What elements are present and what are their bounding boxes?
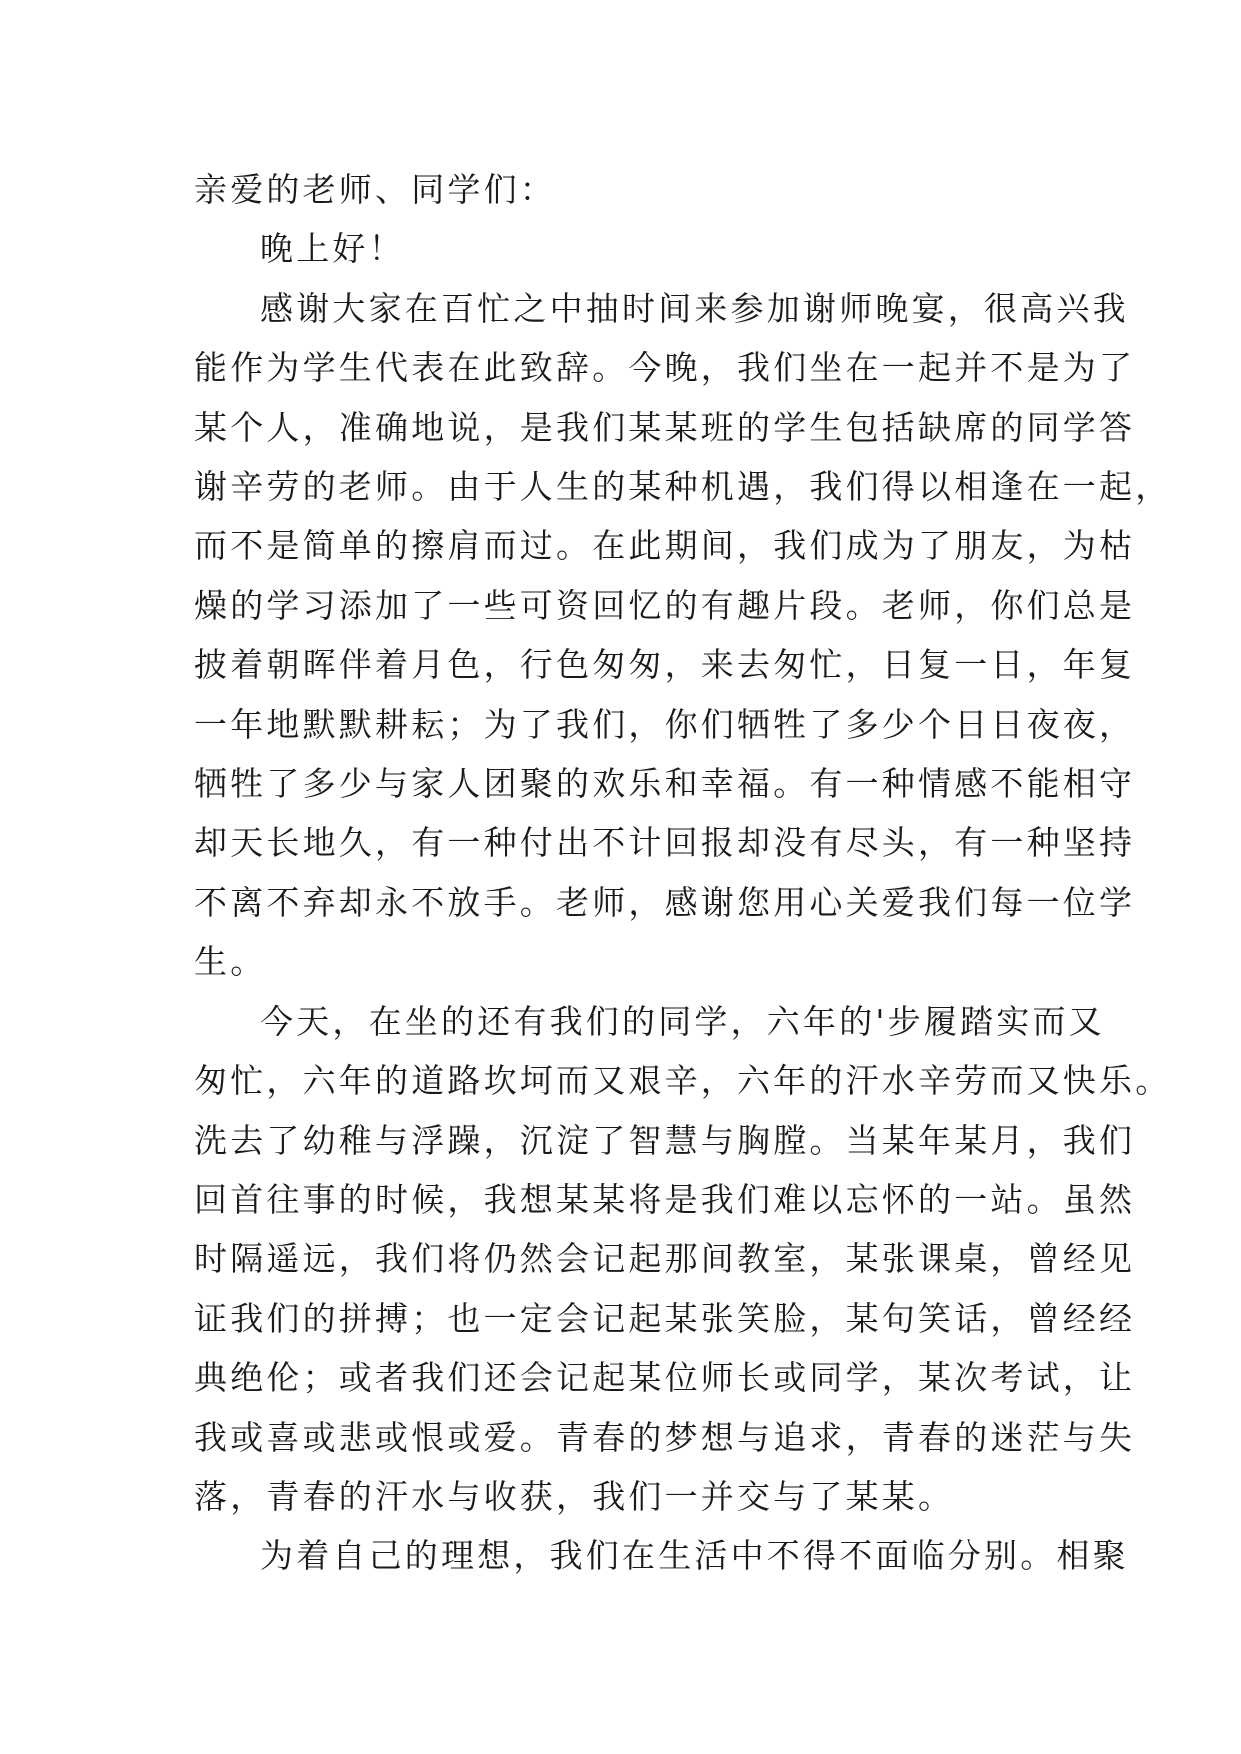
speech-text — [194, 160, 1172, 1586]
paragraph-1-line-8: 一年地默默耕耘；为了我们，你们牺牲了多少个日日夜夜， — [194, 704, 1136, 744]
paragraph-1-line-12: 生。 — [194, 942, 267, 982]
paragraph-2-line-4: 回首往事的时候，我想某某将是我们难以忘怀的一站。虽然 — [194, 1179, 1136, 1219]
greeting-line: 亲爱的老师、同学们： — [194, 170, 556, 209]
paragraph-2-line-7: 典绝伦；或者我们还会记起某位师长或同学，某次考试，让 — [194, 1358, 1136, 1398]
paragraph-1-line-3: 某个人，准确地说，是我们某某班的学生包括缺席的同学答 — [194, 407, 1136, 447]
paragraph-2-line-6: 证我们的拼搏；也一定会记起某张笑脸，某句笑话，曾经经 — [194, 1298, 1136, 1338]
paragraph-2-line-2: 匆忙，六年的道路坎坷而又艰辛，六年的汗水辛劳而又快乐。 — [194, 1061, 1172, 1101]
paragraph-1-line-7: 披着朝晖伴着月色，行色匆匆，来去匆忙，日复一日，年复 — [194, 645, 1136, 685]
paragraph-2-line-8: 我或喜或悲或恨或爱。青春的梦想与追求，青春的迷茫与失 — [194, 1417, 1136, 1457]
paragraph-3-line-1: 为着自己的理想，我们在生活中不得不面临分别。相聚 — [260, 1536, 1129, 1576]
paragraph-1-line-5: 而不是简单的擦肩而过。在此期间，我们成为了朋友，为枯 — [194, 526, 1136, 566]
paragraph-1-line-4: 谢辛劳的老师。由于人生的某种机遇，我们得以相逢在一起， — [194, 467, 1172, 507]
paragraph-1-line-1: 感谢大家在百忙之中抽时间来参加谢师晚宴，很高兴我 — [260, 288, 1129, 328]
paragraph-1-line-11: 不离不弃却永不放手。老师，感谢您用心关爱我们每一位学 — [194, 882, 1136, 922]
paragraph-2-line-9: 落，青春的汗水与收获，我们一并交与了某某。 — [194, 1476, 955, 1516]
paragraph-1-line-10: 却天长地久，有一种付出不计回报却没有尽头，有一种坚持 — [194, 823, 1136, 863]
paragraph-2-line-3: 洗去了幼稚与浮躁，沉淀了智慧与胸膛。当某年某月，我们 — [194, 1120, 1136, 1160]
paragraph-2-line-1: 今天，在坐的还有我们的同学，六年的'步履踏实而又 — [260, 1001, 1105, 1041]
paragraph-1-line-2: 能作为学生代表在此致辞。今晚，我们坐在一起并不是为了 — [194, 348, 1136, 388]
paragraph-1-line-9: 牺牲了多少与家人团聚的欢乐和幸福。有一种情感不能相守 — [194, 764, 1136, 804]
paragraph-2-line-5: 时隔遥远，我们将仍然会记起那间教室，某张课桌，曾经见 — [194, 1239, 1136, 1279]
salutation-line: 晚上好！ — [260, 229, 405, 269]
paragraph-1-line-6: 燥的学习添加了一些可资回忆的有趣片段。老师，你们总是 — [194, 585, 1136, 625]
